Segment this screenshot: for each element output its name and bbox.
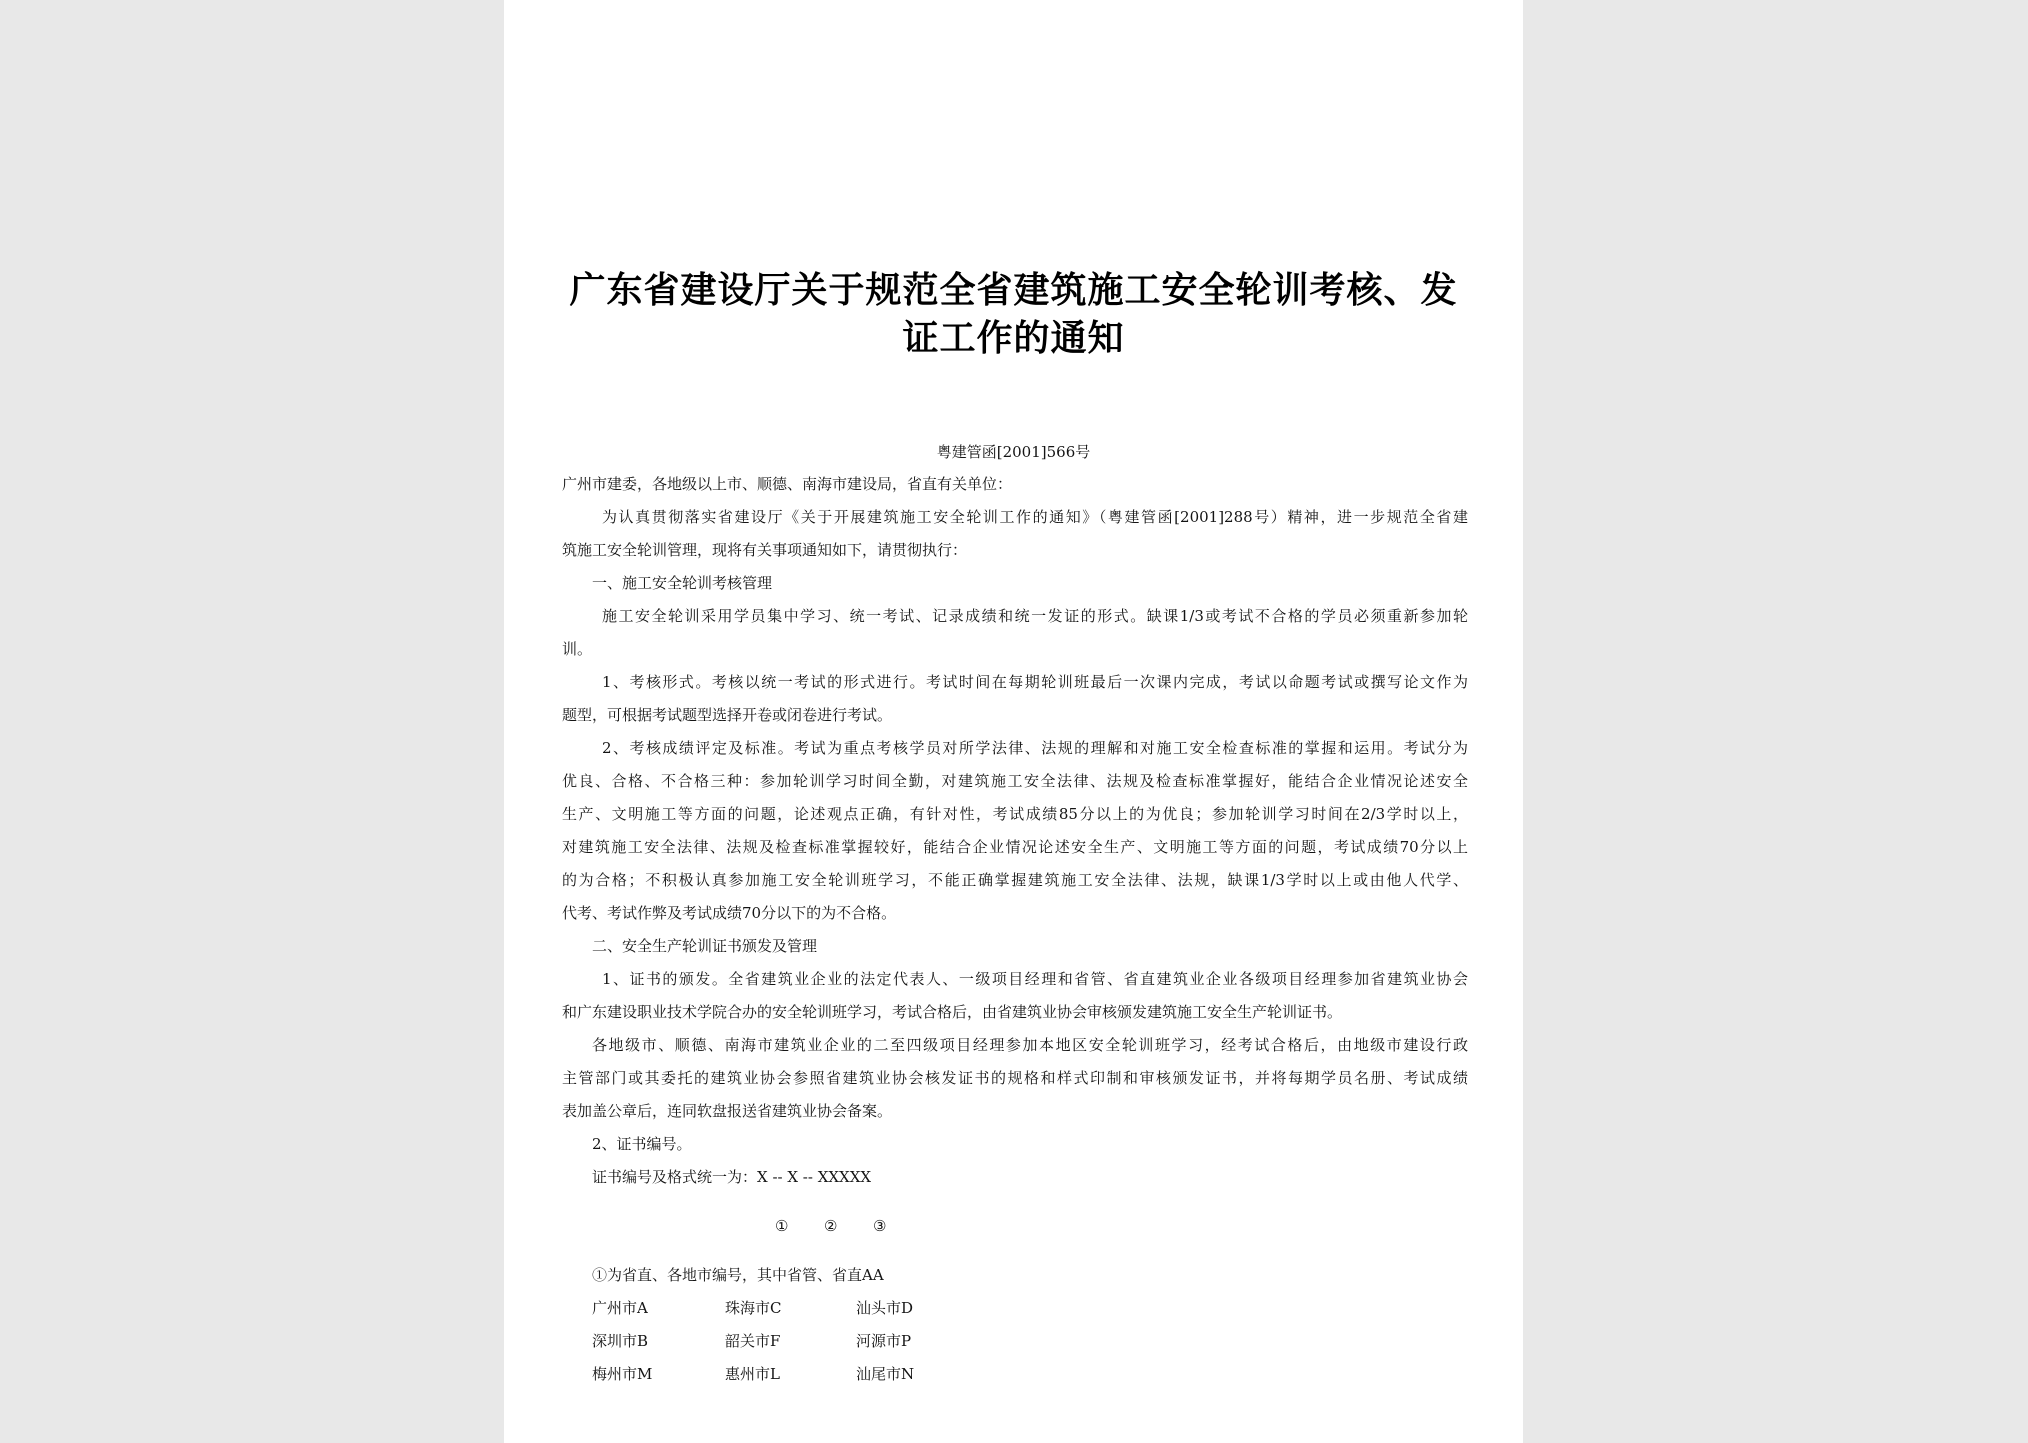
grading-standard-line: 对建筑施工安全法律、法规及检查标准掌握较好，能结合企业情况论述安全生产、文明施工等方面的问题，考试成绩70分以上 [562,838,1468,856]
city-code: 深圳市B [592,1332,649,1350]
city-code: 梅州市M [592,1365,653,1383]
segment-marker-1: ① [775,1217,789,1235]
grading-standard-line: 优良、合格、不合格三种：参加轮训学习时间全勤，对建筑施工安全法律、法规及检查标准掌握好，能结合企业情况论述安全 [562,772,1468,790]
addressee: 广州市建委，各地级以上市、顺德、南海市建设局，省直有关单位： [562,475,1013,493]
intro-paragraph-line: 筑施工安全轮训管理，现将有关事项通知如下，请贯彻执行： [562,541,968,559]
document-title-line-1: 广东省建设厅关于规范全省建筑施工安全轮训考核、发 [569,270,1458,311]
assessment-form-line: 1、考核形式。考核以统一考试的形式进行。考试时间在每期轮训班最后一次课内完成，考试以命题考试或撰写论文作为 [602,673,1468,691]
document-number: 粤建管函[2001]566号 [936,443,1091,461]
document-page [504,0,1523,1443]
city-code: 广州市A [592,1299,648,1317]
local-certificate-line: 主管部门或其委托的建筑业协会参照省建筑业协会核发证书的规格和样式印制和审核颁发证书，并将每期学员名册、考试成绩 [562,1069,1468,1087]
city-code: 河源市P [856,1332,912,1350]
section-1-paragraph-line: 施工安全轮训采用学员集中学习、统一考试、记录成绩和统一发证的形式。缺课1/3或考试不合格的学员必须重新参加轮 [602,607,1468,625]
section-1-paragraph-line: 训。 [562,640,593,658]
marker-1-note: ①为省直、各地市编号，其中省管、省直AA [592,1266,884,1284]
document-title-line-2: 证工作的通知 [902,318,1125,359]
certificate-number-format: 证书编号及格式统一为：X -- X -- XXXXX [592,1168,872,1186]
city-code: 韶关市F [725,1332,781,1350]
certificate-issue-line: 和广东建设职业技术学院合办的安全轮训班学习，考试合格后，由省建筑业协会审核颁发建筑施工安全生产轮训证书。 [562,1003,1343,1021]
grading-standard-line: 生产、文明施工等方面的问题，论述观点正确，有针对性，考试成绩85分以上的为优良；参加轮训学习时间在2/3学时以上， [562,805,1468,823]
city-code: 珠海市C [725,1299,782,1317]
assessment-form-line: 题型，可根据考试题型选择开卷或闭卷进行考试。 [562,706,893,724]
city-code: 汕尾市N [856,1365,915,1383]
certificate-issue-line: 1、证书的颁发。全省建筑业企业的法定代表人、一级项目经理和省管、省直建筑业企业各级项目经理参加省建筑业协会 [602,970,1468,988]
local-certificate-line: 各地级市、顺德、南海市建筑业企业的二至四级项目经理参加本地区安全轮训班学习，经考试合格后，由地级市建设行政 [592,1036,1468,1054]
city-code: 汕头市D [856,1299,914,1317]
city-code: 惠州市L [725,1365,780,1383]
grading-standard-line: 2、考核成绩评定及标准。考试为重点考核学员对所学法律、法规的理解和对施工安全检查标准的掌握和运用。考试分为 [602,739,1468,757]
segment-marker-3: ③ [873,1217,887,1235]
grading-standard-line: 的为合格；不积极认真参加施工安全轮训班学习，不能正确掌握建筑施工安全法律、法规，缺课1/3学时以上或由他人代学、 [562,871,1468,889]
local-certificate-line: 表加盖公章后，连同软盘报送省建筑业协会备案。 [562,1102,893,1120]
segment-marker-2: ② [824,1217,838,1235]
certificate-numbering-heading: 2、证书编号。 [592,1135,692,1153]
intro-paragraph-line: 为认真贯彻落实省建设厅《关于开展建筑施工安全轮训工作的通知》（粤建管函[2001]288号）精神，进一步规范全省建 [602,508,1468,526]
section-1-heading: 一、施工安全轮训考核管理 [592,574,773,592]
grading-standard-line: 代考、考试作弊及考试成绩70分以下的为不合格。 [562,904,897,922]
section-2-heading: 二、安全生产轮训证书颁发及管理 [592,937,818,955]
